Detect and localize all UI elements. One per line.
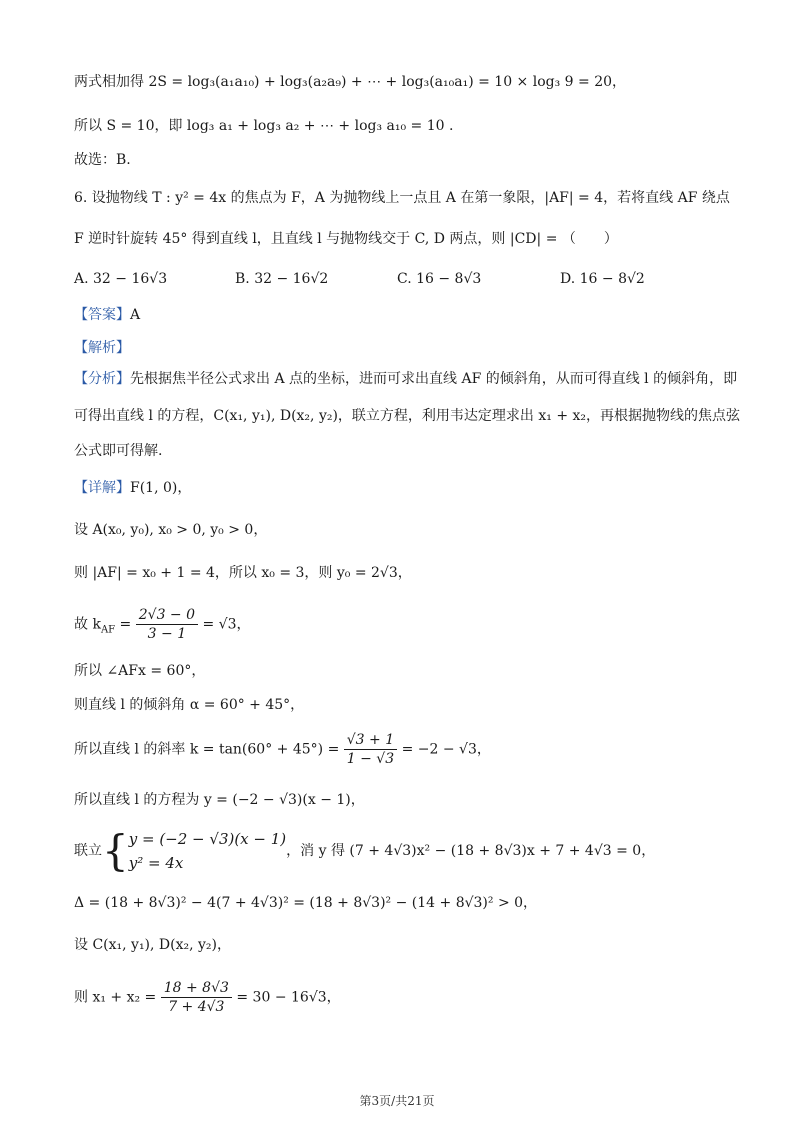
fraction-slope-af: $\frac{2√3 - 0}{3 - 1}$	[136, 606, 198, 643]
detail-line-1	[74, 478, 734, 498]
analysis-line-2: 可得出直线 l 的方程，C(x₁, y₁), D(x₂, y₂)，联立方程，利用韦达定理求出 x₁ + x₂，再根据抛物线的焦点弦	[74, 408, 741, 424]
sum-equation-line: 两式相加得 2S = log₃(a₁a₁₀) + log₃(a₂a₉) + ⋯ + log₃(a₁₀a₁) = 10 × log₃ 9 = 20，	[74, 74, 627, 90]
equation-system: { y = (−2 − √3)(x − 1) y² = 4x	[102, 826, 287, 875]
question-6-line-1: 6. 设抛物线 T : y² = 4x 的焦点为 F，A 为抛物线上一点且 A 在第一象限，|AF| = 4，若将直线 AF 绕点	[74, 190, 730, 206]
sum-result-line: 所以 S = 10，即 log₃ a₁ + log₃ a₂ + ⋯ + log₃ a₁₀ = 10 .	[74, 118, 454, 134]
step-slope-af: 故 $k_{AF}$ = $\frac{2√3 - 0}{3 - 1}$ = √3，	[74, 607, 251, 642]
step-discriminant: Δ = (18 + 8√3)² − 4(7 + 4√3)² = (18 + 8√3)² − (14 + 8√3)² > 0，	[74, 895, 538, 911]
option-b: B. 32 − 16√2	[235, 271, 329, 287]
answer-value: A	[130, 307, 141, 323]
option-a: A. 32 − 16√3	[74, 271, 168, 287]
page-footer: 第3页/共21页	[359, 1094, 435, 1108]
step-set-cd: 设 C(x₁, y₁), D(x₂, y₂)，	[74, 937, 231, 953]
answer-line	[74, 305, 734, 325]
fraction-vieta: $\frac{18 + 8√3}{7 + 4√3}$	[161, 979, 232, 1016]
answer-tag: 【答案】	[74, 307, 130, 323]
step-set-point-a: 设 A(x₀, y₀), x₀ > 0, y₀ > 0，	[74, 522, 268, 538]
question-6-line-2: F 逆时针旋转 45° 得到直线 l，且直线 l 与抛物线交于 C, D 两点，则 |CD| = （ ）	[74, 231, 618, 247]
option-c: C. 16 − 8√3	[397, 271, 482, 287]
brace-symbol: {	[102, 826, 129, 875]
step-vieta-sum: 则 x₁ + x₂ = $\frac{18 + 8√3}{7 + 4√3}$ = 30 − 16√3，	[74, 980, 341, 1015]
step-focal-radius: 则 |AF| = x₀ + 1 = 4，所以 x₀ = 3，则 y₀ = 2√3，	[74, 565, 412, 581]
analysis-line-3: 公式即可得解.	[74, 443, 163, 459]
analysis-line-1	[74, 369, 738, 389]
detail-text-1: F(1, 0)，	[130, 480, 192, 496]
step-angle-afx: 所以 ∠AFx = 60°，	[74, 663, 206, 679]
step-line-equation: 所以直线 l 的方程为 y = (−2 − √3)(x − 1)，	[74, 792, 365, 808]
analysis-tag: 【解析】	[74, 340, 130, 356]
choice-line: 故选：B.	[74, 152, 131, 168]
step-system: 联立{ y = (−2 − √3)(x − 1) y² = 4x ，消 y 得 (7 + 4√3)x² − (18 + 8√3)x + 7 + 4√3 = 0，	[74, 826, 656, 875]
detail-tag: 【详解】	[74, 480, 130, 496]
fraction-slope-l: $\frac{√3 + 1}{1 - √3}$	[344, 731, 397, 768]
fenxi-tag: 【分析】	[74, 371, 130, 387]
step-slope-l: 所以直线 l 的斜率 k = tan(60° + 45°) = $\frac{√3 + 1}{1 - √3}$ = −2 − √3，	[74, 732, 491, 767]
option-d: D. 16 − 8√2	[560, 271, 645, 287]
step-inclination: 则直线 l 的倾斜角 α = 60° + 45°，	[74, 697, 305, 713]
analysis-heading	[74, 338, 734, 358]
fenxi-text-1: 先根据焦半径公式求出 A 点的坐标，进而可求出直线 AF 的倾斜角，从而可得直线 l 的倾斜角，即	[130, 371, 738, 387]
